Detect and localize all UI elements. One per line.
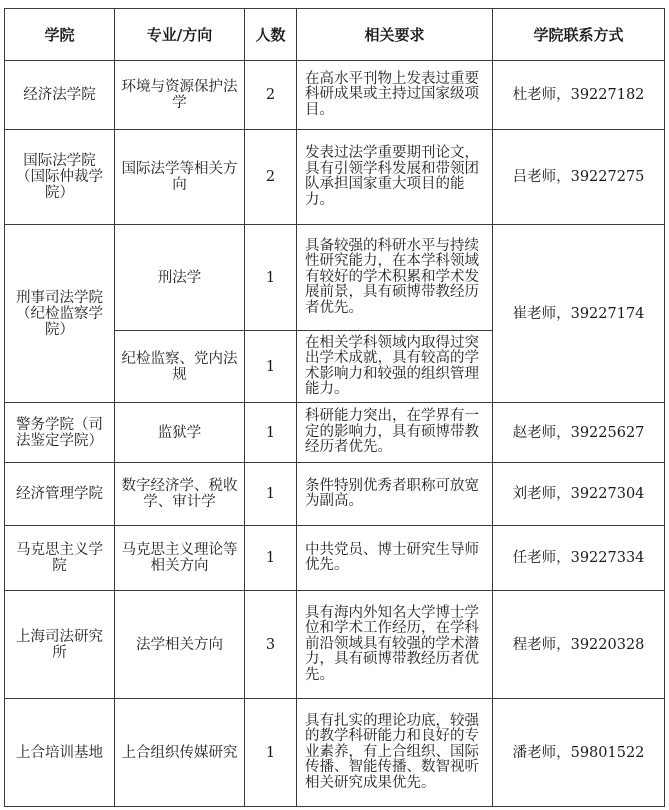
- cell-count: 2: [245, 61, 297, 130]
- cell-requirement: 具有扎实的理论功底，较强的教学科研能力和良好的专业素养，有上合组织、国际传播、智能传播、数智视听相关研究成果优先。: [297, 699, 493, 807]
- table-row: [5, 225, 665, 331]
- header-count: 人数: [245, 9, 297, 61]
- cell-contact: 潘老师，59801522: [493, 699, 665, 807]
- cell-college: 经济管理学院: [5, 463, 115, 526]
- header-contact: 学院联系方式: [493, 9, 665, 61]
- cell-requirement: 具备较强的科研水平与持续性研究能力，在本学科领域有较好的学术积累和学术发展前景，具有硕博带教经历者优先。: [297, 225, 493, 331]
- cell-count: 1: [245, 331, 297, 403]
- cell-count: 1: [245, 699, 297, 807]
- table-row: [5, 463, 665, 526]
- cell-college: 警务学院（司法鉴定学院）: [5, 403, 115, 463]
- header-major: 专业/方向: [115, 9, 245, 61]
- cell-count: 2: [245, 130, 297, 225]
- cell-count: 1: [245, 463, 297, 526]
- cell-contact: 吕老师，39227275: [493, 130, 665, 225]
- cell-major: 纪检监察、党内法规: [115, 331, 245, 403]
- cell-count: 1: [245, 403, 297, 463]
- cell-college: 上合培训基地: [5, 699, 115, 807]
- cell-contact: 刘老师，39227304: [493, 463, 665, 526]
- cell-contact: 杜老师，39227182: [493, 61, 665, 130]
- cell-contact: 崔老师，39227174: [493, 225, 665, 403]
- cell-major: 监狱学: [115, 403, 245, 463]
- header-requirement: 相关要求: [297, 9, 493, 61]
- recruitment-table: [4, 8, 665, 807]
- table-row: [5, 699, 665, 807]
- table-row: [5, 130, 665, 225]
- cell-requirement: 条件特别优秀者职称可放宽为副高。: [297, 463, 493, 526]
- table-row: [5, 591, 665, 699]
- cell-count: 1: [245, 526, 297, 591]
- cell-college: 上海司法研究所: [5, 591, 115, 699]
- cell-major: 环境与资源保护法学: [115, 61, 245, 130]
- cell-major: 马克思主义理论等相关方向: [115, 526, 245, 591]
- cell-requirement: 科研能力突出，在学界有一定的影响力，具有硕博带教经历者优先。: [297, 403, 493, 463]
- cell-requirement: 具有海内外知名大学博士学位和学术工作经历，在学科前沿领域具有较强的学术潜力，具有硕博带教经历者优先。: [297, 591, 493, 699]
- cell-major: 上合组织传媒研究: [115, 699, 245, 807]
- cell-major: 数字经济学、税收学、审计学: [115, 463, 245, 526]
- cell-college: 国际法学院（国际仲裁学院）: [5, 130, 115, 225]
- cell-requirement: 中共党员、博士研究生导师优先。: [297, 526, 493, 591]
- table-row: [5, 403, 665, 463]
- header-college: 学院: [5, 9, 115, 61]
- table-row: [5, 61, 665, 130]
- cell-requirement: 在高水平刊物上发表过重要科研成果或主持过国家级项目。: [297, 61, 493, 130]
- cell-contact: 任老师，39227334: [493, 526, 665, 591]
- cell-major: 国际法学等相关方向: [115, 130, 245, 225]
- cell-count: 1: [245, 225, 297, 331]
- table-header-row: [5, 9, 665, 61]
- cell-requirement: 发表过法学重要期刊论文，具有引领学科发展和带领团队承担国家重大项目的能力。: [297, 130, 493, 225]
- cell-major: 刑法学: [115, 225, 245, 331]
- cell-major: 法学相关方向: [115, 591, 245, 699]
- cell-count: 3: [245, 591, 297, 699]
- cell-contact: 程老师，39220328: [493, 591, 665, 699]
- table-row: [5, 526, 665, 591]
- cell-contact: 赵老师，39225627: [493, 403, 665, 463]
- cell-college: 马克思主义学院: [5, 526, 115, 591]
- cell-requirement: 在相关学科领域内取得过突出学术成就，具有较高的学术影响力和较强的组织管理能力。: [297, 331, 493, 403]
- cell-college: 刑事司法学院（纪检监察学院）: [5, 225, 115, 403]
- cell-college: 经济法学院: [5, 61, 115, 130]
